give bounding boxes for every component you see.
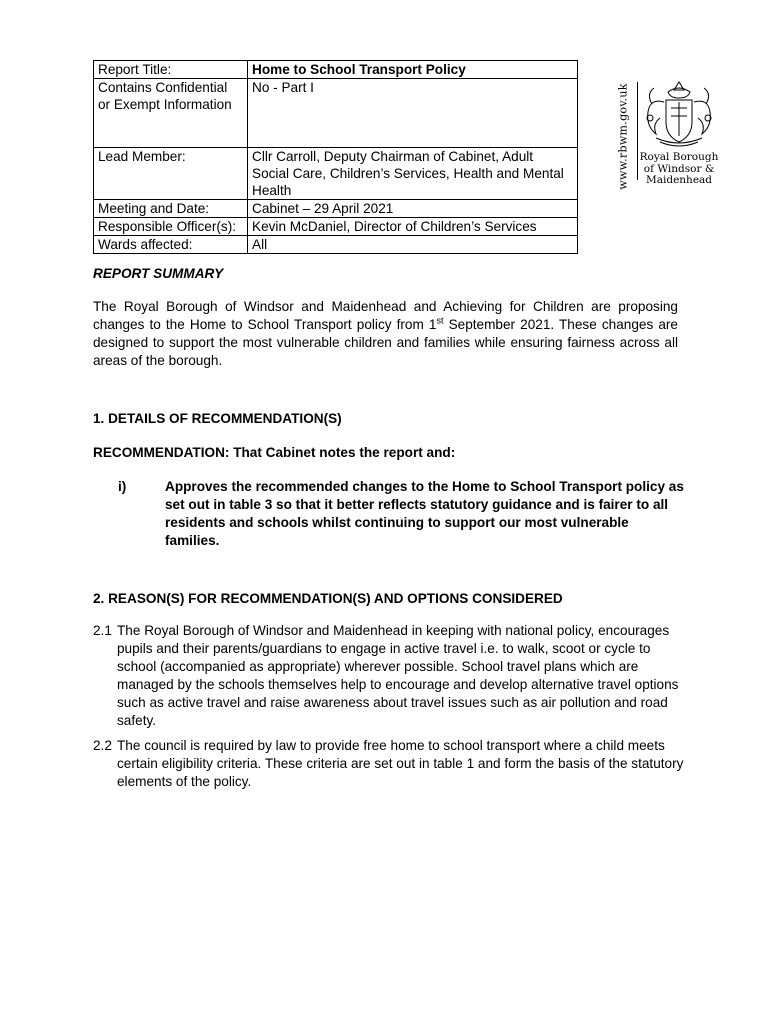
responsible-officer-label: Responsible Officer(s): (94, 218, 248, 236)
logo-name (636, 152, 722, 187)
paragraph-number: 2.1 (93, 623, 112, 638)
summary-text-part2: September 2021. These changes are designed to support the most vulnerable children and families while ensuring fairness across all areas of the borough. (93, 317, 678, 368)
table-row (94, 236, 578, 254)
wards-affected-label: Wards affected: (94, 236, 248, 254)
meeting-date-value: Cabinet – 29 April 2021 (248, 200, 578, 218)
summary-sup: st (436, 315, 444, 326)
responsible-officer-value: Kevin McDaniel, Director of Children’s Services (248, 218, 578, 236)
recommendation-text: Approves the recommended changes to the Home to School Transport policy as set out in table 3 so that it better reflects statutory guidance and is fairer to all residents and schools whilst continuing to support our most vulnerable families. (165, 479, 684, 548)
table-row (94, 61, 578, 79)
recommendation-intro: RECOMMENDATION: That Cabinet notes the report and: (93, 445, 456, 460)
lead-member-value: Cllr Carroll, Deputy Chairman of Cabinet, Adult Social Care, Children’s Services, Health and Mental Health (248, 148, 578, 200)
wards-affected-value: All (248, 236, 578, 254)
table-row (94, 218, 578, 236)
rbwm-logo (612, 78, 722, 188)
report-title-value: Home to School Transport Policy (248, 61, 578, 79)
summary-text-part1: The Royal Borough of Windsor and Maidenhead and Achieving for Children are proposing changes to the Home to School Transport policy from 1 (93, 299, 678, 332)
paragraph-number: 2.2 (93, 738, 112, 753)
logo-name-line2: of Windsor & (643, 162, 715, 175)
report-summary-heading: REPORT SUMMARY (93, 266, 224, 281)
meeting-date-label: Meeting and Date: (94, 200, 248, 218)
section1-heading: 1. DETAILS OF RECOMMENDATION(S) (93, 411, 342, 426)
report-info-table (93, 60, 578, 254)
logo-url: www.rbwm.gov.uk (616, 83, 630, 190)
table-row (94, 79, 578, 148)
paragraph-text: The Royal Borough of Windsor and Maidenhead in keeping with national policy, encourages pupils and their parents/guardians to engage in active travel i.e. to walk, scoot or cycle to school (accompanied as appropriate) wherever possible. School travel plans which are managed by the schools themselves help to encourage and develop alternative travel options such as active travel and raise awareness about travel issues such as air pollution and road safety. (117, 623, 679, 728)
report-summary-text (93, 298, 678, 370)
confidential-value: No - Part I (248, 79, 578, 148)
coat-of-arms-icon (638, 78, 720, 150)
section2-heading: 2. REASON(S) FOR RECOMMENDATION(S) AND OPTIONS CONSIDERED (93, 591, 563, 606)
table-row (94, 200, 578, 218)
logo-name-line1: Royal Borough (639, 151, 719, 163)
logo-name-line3: Maidenhead (645, 174, 713, 186)
lead-member-label: Lead Member: (94, 148, 248, 200)
recommendation-number: i) (118, 479, 127, 494)
paragraph-text: The council is required by law to provide free home to school transport where a child meets certain eligibility criteria. These criteria are set out in table 1 and form the basis of the statutory elements of the policy. (117, 738, 684, 789)
report-title-label: Report Title: (94, 61, 248, 79)
confidential-label: Contains Confidential or Exempt Information (94, 79, 248, 148)
table-row (94, 148, 578, 200)
